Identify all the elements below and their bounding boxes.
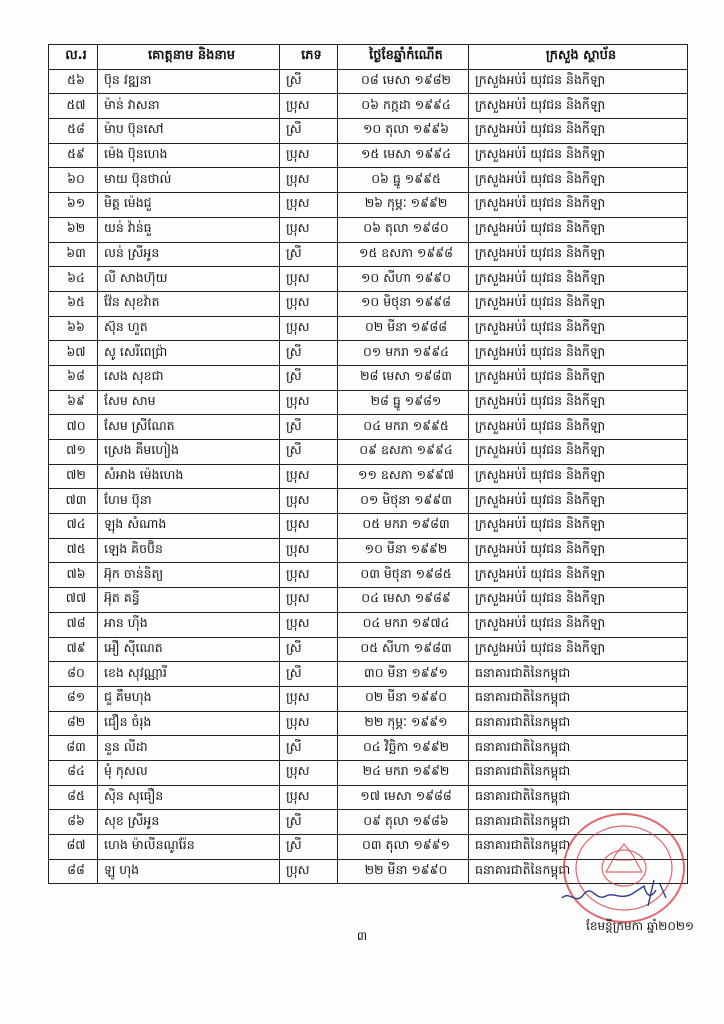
row-name: យន់ វ៉ាន់ធួ [98,217,280,242]
row-gender: ប្រុស [280,489,338,514]
row-ministry: ធនាគារជាតិនៃកម្ពុជា [469,686,688,711]
row-number: ៧៧ [49,588,98,613]
row-number: ៧៣ [49,489,98,514]
row-ministry: ក្រសួងអប់រំ យុវជន និងកីឡា [469,415,688,440]
row-gender: ស្រី [280,415,338,440]
row-ministry: ក្រសួងអប់រំ យុវជន និងកីឡា [469,588,688,613]
row-number: ៦២ [49,217,98,242]
row-name: ហេង ម៉ាលីនណូរ៉ែន [98,835,280,860]
row-dob: ០៦ ធ្នូ ១៩៩៥ [338,168,469,193]
row-dob: ៣០ មីនា ១៩៩១ [338,662,469,687]
row-gender: ប្រុស [280,193,338,218]
row-name: ប៊ុន វឌ្ឍនា [98,69,280,94]
row-dob: ០៣ មិថុនា ១៩៨៥ [338,563,469,588]
row-dob: ១០ មីនា ១៩៩២ [338,538,469,563]
row-dob: ១១ ឧសភា ១៩៩៧ [338,464,469,489]
row-number: ៧៦ [49,563,98,588]
row-ministry: ក្រសួងអប់រំ យុវជន និងកីឡា [469,267,688,292]
row-name: លន់ ស្រីអូន [98,242,280,267]
row-dob: ២៤ មករា ១៩៩២ [338,760,469,785]
row-dob: ០៦ កក្កដា ១៩៩៤ [338,94,469,119]
row-gender: ប្រុស [280,94,338,119]
table-row [49,217,688,242]
row-name: ស៊ុន ហួត [98,316,280,341]
row-gender: ប្រុស [280,612,338,637]
table-row [49,538,688,563]
row-gender: ប្រុស [280,267,338,292]
row-ministry: ក្រសួងអប់រំ យុវជន និងកីឡា [469,489,688,514]
table-row [49,563,688,588]
table-row [49,316,688,341]
row-gender: ប្រុស [280,686,338,711]
header-name: គោត្តនាម និងនាម [98,45,280,70]
table-row [49,143,688,168]
row-gender: ប្រុស [280,711,338,736]
row-dob: ១០ សីហា ១៩៩០ [338,267,469,292]
row-name: ជឿន ចំរុង [98,711,280,736]
row-name: អាន ហ៊ីង [98,612,280,637]
row-dob: ០៥ មករា ១៩៨៣ [338,514,469,539]
row-gender: ស្រី [280,69,338,94]
row-gender: ប្រុស [280,785,338,810]
row-name: ម៉ាប ប៊ុនសៅ [98,119,280,144]
row-ministry: ធនាគារជាតិនៃកម្ពុជា [469,835,688,860]
row-name: នួន លីដា [98,736,280,761]
table-row [49,637,688,662]
row-ministry: ក្រសួងអប់រំ យុវជន និងកីឡា [469,94,688,119]
table-row [49,267,688,292]
row-number: ៨០ [49,662,98,687]
row-name: ស្រេង គីមហៀង [98,440,280,465]
row-gender: ស្រី [280,242,338,267]
table-row [49,612,688,637]
row-number: ៧៨ [49,612,98,637]
table-row [49,588,688,613]
row-ministry: ក្រសួងអប់រំ យុវជន និងកីឡា [469,612,688,637]
row-ministry: ធនាគារជាតិនៃកម្ពុជា [469,859,688,884]
row-ministry: ធនាគារជាតិនៃកម្ពុជា [469,785,688,810]
row-number: ៧៤ [49,514,98,539]
row-number: ៨៨ [49,859,98,884]
row-number: ៨៣ [49,736,98,761]
row-gender: ស្រី [280,736,338,761]
row-gender: ប្រុស [280,143,338,168]
table-row [49,686,688,711]
row-dob: ២២ មីនា ១៩៩០ [338,859,469,884]
row-number: ៦៦ [49,316,98,341]
row-gender: ប្រុស [280,514,338,539]
row-number: ៨២ [49,711,98,736]
table-row [49,464,688,489]
table-row [49,390,688,415]
row-name: លី សាងហ៊ុយ [98,267,280,292]
row-gender: ស្រី [280,810,338,835]
row-ministry: ក្រសួងអប់រំ យុវជន និងកីឡា [469,69,688,94]
row-gender: ប្រុស [280,588,338,613]
row-gender: ស្រី [280,835,338,860]
table-row [49,736,688,761]
row-ministry: ក្រសួងអប់រំ យុវជន និងកីឡា [469,119,688,144]
row-dob: ០២ មីនា ១៩៩០ [338,686,469,711]
row-ministry: ធនាគារជាតិនៃកម្ពុជា [469,736,688,761]
table-row [49,785,688,810]
row-name: ឡេង គិចប៊ិន [98,538,280,563]
row-ministry: ធនាគារជាតិនៃកម្ពុជា [469,662,688,687]
row-ministry: ក្រសួងអប់រំ យុវជន និងកីឡា [469,143,688,168]
row-name: មាយ ប៊ុនថាល់ [98,168,280,193]
signature-date-note: ខែមន្តីក្រមកា ឆ្នាំ២០២១ [586,919,694,933]
row-number: ៦៣ [49,242,98,267]
row-dob: ០៣ តុលា ១៩៩១ [338,835,469,860]
row-name: សូ សេរីពេជ្រ៉ា [98,341,280,366]
row-name: អ៊ុក ចាន់និត្យ [98,563,280,588]
row-ministry: ក្រសួងអប់រំ យុវជន និងកីឡា [469,637,688,662]
row-gender: ស្រី [280,119,338,144]
row-gender: ប្រុស [280,390,338,415]
table-row [49,193,688,218]
row-number: ៨៥ [49,785,98,810]
row-number: ៥៨ [49,119,98,144]
row-name: ហែម ប៊ុនា [98,489,280,514]
row-number: ៦៩ [49,390,98,415]
table-row [49,365,688,390]
row-gender: ប្រុស [280,464,338,489]
personnel-table [48,44,688,884]
row-ministry: ធនាគារជាតិនៃកម្ពុជា [469,760,688,785]
row-ministry: ក្រសួងអប់រំ យុវជន និងកីឡា [469,440,688,465]
row-ministry: ក្រសួងអប់រំ យុវជន និងកីឡា [469,316,688,341]
row-name: អ៊ុត គន្ធី [98,588,280,613]
table-row [49,415,688,440]
row-number: ៧២ [49,464,98,489]
row-name: សេង សុខជា [98,365,280,390]
row-name: ម៉ាន់ វាសនា [98,94,280,119]
row-ministry: ក្រសួងអប់រំ យុវជន និងកីឡា [469,291,688,316]
row-dob: ០១ មករា ១៩៩៤ [338,341,469,366]
row-ministry: ក្រសួងអប់រំ យុវជន និងកីឡា [469,193,688,218]
row-name: មុំ កុសល [98,760,280,785]
table-row [49,341,688,366]
row-name: ឡូ ហុង [98,859,280,884]
row-dob: ២៨ មេសា ១៩៨៣ [338,365,469,390]
row-dob: ០៨ មេសា ១៩៨២ [338,69,469,94]
table-row [49,711,688,736]
row-name: សែម ស្រីណែត [98,415,280,440]
table-header-row [49,45,688,70]
row-dob: ១០ មិថុនា ១៩៩៨ [338,291,469,316]
row-number: ៧០ [49,415,98,440]
table-row [49,119,688,144]
row-ministry: ក្រសួងអប់រំ យុវជន និងកីឡា [469,464,688,489]
row-number: ៨៤ [49,760,98,785]
row-dob: ០៥ សីហា ១៩៨៣ [338,637,469,662]
row-name: សំអាង ម៉េងហេង [98,464,280,489]
row-dob: ០៦ តុលា ១៩៨០ [338,217,469,242]
row-number: ៧១ [49,440,98,465]
table-row [49,168,688,193]
table-row [49,489,688,514]
row-name: អឿ ស៊ីណេត [98,637,280,662]
header-ministry: ក្រសួង ស្ថាប័ន [469,45,688,70]
row-dob: ០១ មិថុនា ១៩៩៣ [338,489,469,514]
row-name: សែម សាម [98,390,280,415]
row-gender: ស្រី [280,662,338,687]
row-ministry: ក្រសួងអប់រំ យុវជន និងកីឡា [469,365,688,390]
row-number: ៦៧ [49,341,98,366]
row-gender: ស្រី [280,637,338,662]
row-ministry: ក្រសួងអប់រំ យុវជន និងកីឡា [469,563,688,588]
table-row [49,760,688,785]
table-row [49,69,688,94]
row-gender: ប្រុស [280,760,338,785]
row-dob: ០៤ វិច្ឆិកា ១៩៩២ [338,736,469,761]
row-number: ៧៥ [49,538,98,563]
table-row [49,94,688,119]
row-gender: ប្រុស [280,217,338,242]
row-ministry: ក្រសួងអប់រំ យុវជន និងកីឡា [469,341,688,366]
page-number: ៣ [356,929,368,943]
row-gender: ប្រុស [280,316,338,341]
row-dob: ១០ តុលា ១៩៩៦ [338,119,469,144]
row-dob: ២៦ កុម្ភៈ ១៩៩២ [338,193,469,218]
row-ministry: ធនាគារជាតិនៃកម្ពុជា [469,810,688,835]
row-gender: ប្រុស [280,563,338,588]
row-dob: ០៤ មករា ១៩៩៥ [338,415,469,440]
row-dob: ០២ មីនា ១៩៨៨ [338,316,469,341]
table-row [49,662,688,687]
row-number: ៦០ [49,168,98,193]
row-dob: ១៧ មេសា ១៩៨៨ [338,785,469,810]
row-dob: ០៩ តុលា ១៩៨៦ [338,810,469,835]
header-no: ល.រ [49,45,98,70]
row-name: ជួ គឹមហុង [98,686,280,711]
row-gender: ស្រី [280,341,338,366]
row-number: ៦៥ [49,291,98,316]
row-number: ៨១ [49,686,98,711]
row-number: ៥៩ [49,143,98,168]
row-number: ៨៦ [49,810,98,835]
table-row [49,242,688,267]
row-number: ៨៧ [49,835,98,860]
row-gender: ស្រី [280,440,338,465]
row-ministry: ក្រសួងអប់រំ យុវជន និងកីឡា [469,168,688,193]
row-gender: ប្រុស [280,859,338,884]
row-name: ឡុង សំណាង [98,514,280,539]
row-name: ខេង សុវណ្ណារី [98,662,280,687]
row-number: ៥៧ [49,94,98,119]
table-row [49,440,688,465]
row-ministry: ធនាគារជាតិនៃកម្ពុជា [469,711,688,736]
row-dob: ២២ កុម្ភៈ ១៩៩១ [338,711,469,736]
header-gender: ភេទ [280,45,338,70]
row-gender: ស្រី [280,365,338,390]
row-gender: ប្រុស [280,168,338,193]
row-dob: ០៤ មេសា ១៩៨៩ [338,588,469,613]
table-row [49,291,688,316]
row-dob: ០៤ មករា ១៩៧៤ [338,612,469,637]
row-ministry: ក្រសួងអប់រំ យុវជន និងកីឡា [469,217,688,242]
row-ministry: ក្រសួងអប់រំ យុវជន និងកីឡា [469,390,688,415]
row-name: ម៉េង ប៊ុនហេង [98,143,280,168]
row-gender: ប្រុស [280,291,338,316]
row-number: ៦៤ [49,267,98,292]
row-name: ស៊ិន សុធឿន [98,785,280,810]
row-name: វ៉ែន សុខវ៉ាត [98,291,280,316]
row-ministry: ក្រសួងអប់រំ យុវជន និងកីឡា [469,514,688,539]
table-row [49,514,688,539]
row-number: ៦១ [49,193,98,218]
row-dob: ០៩ ឧសភា ១៩៩៤ [338,440,469,465]
signature-stroke [562,886,656,899]
row-ministry: ក្រសួងអប់រំ យុវជន និងកីឡា [469,242,688,267]
row-dob: ១៥ ឧសភា ១៩៩៨ [338,242,469,267]
row-dob: ២៨ ធ្នូ ១៩៨១ [338,390,469,415]
row-name: សុខ ស្រីអូន [98,810,280,835]
row-dob: ១៥ មេសា ១៩៩៤ [338,143,469,168]
row-ministry: ក្រសួងអប់រំ យុវជន និងកីឡា [469,538,688,563]
row-number: ៦៨ [49,365,98,390]
row-gender: ប្រុស [280,538,338,563]
row-name: មិត្ត ម៉េងជួ [98,193,280,218]
row-number: ៧៩ [49,637,98,662]
header-dob: ថ្ងៃខែឆ្នាំកំណើត [338,45,469,70]
row-number: ៥៦ [49,69,98,94]
